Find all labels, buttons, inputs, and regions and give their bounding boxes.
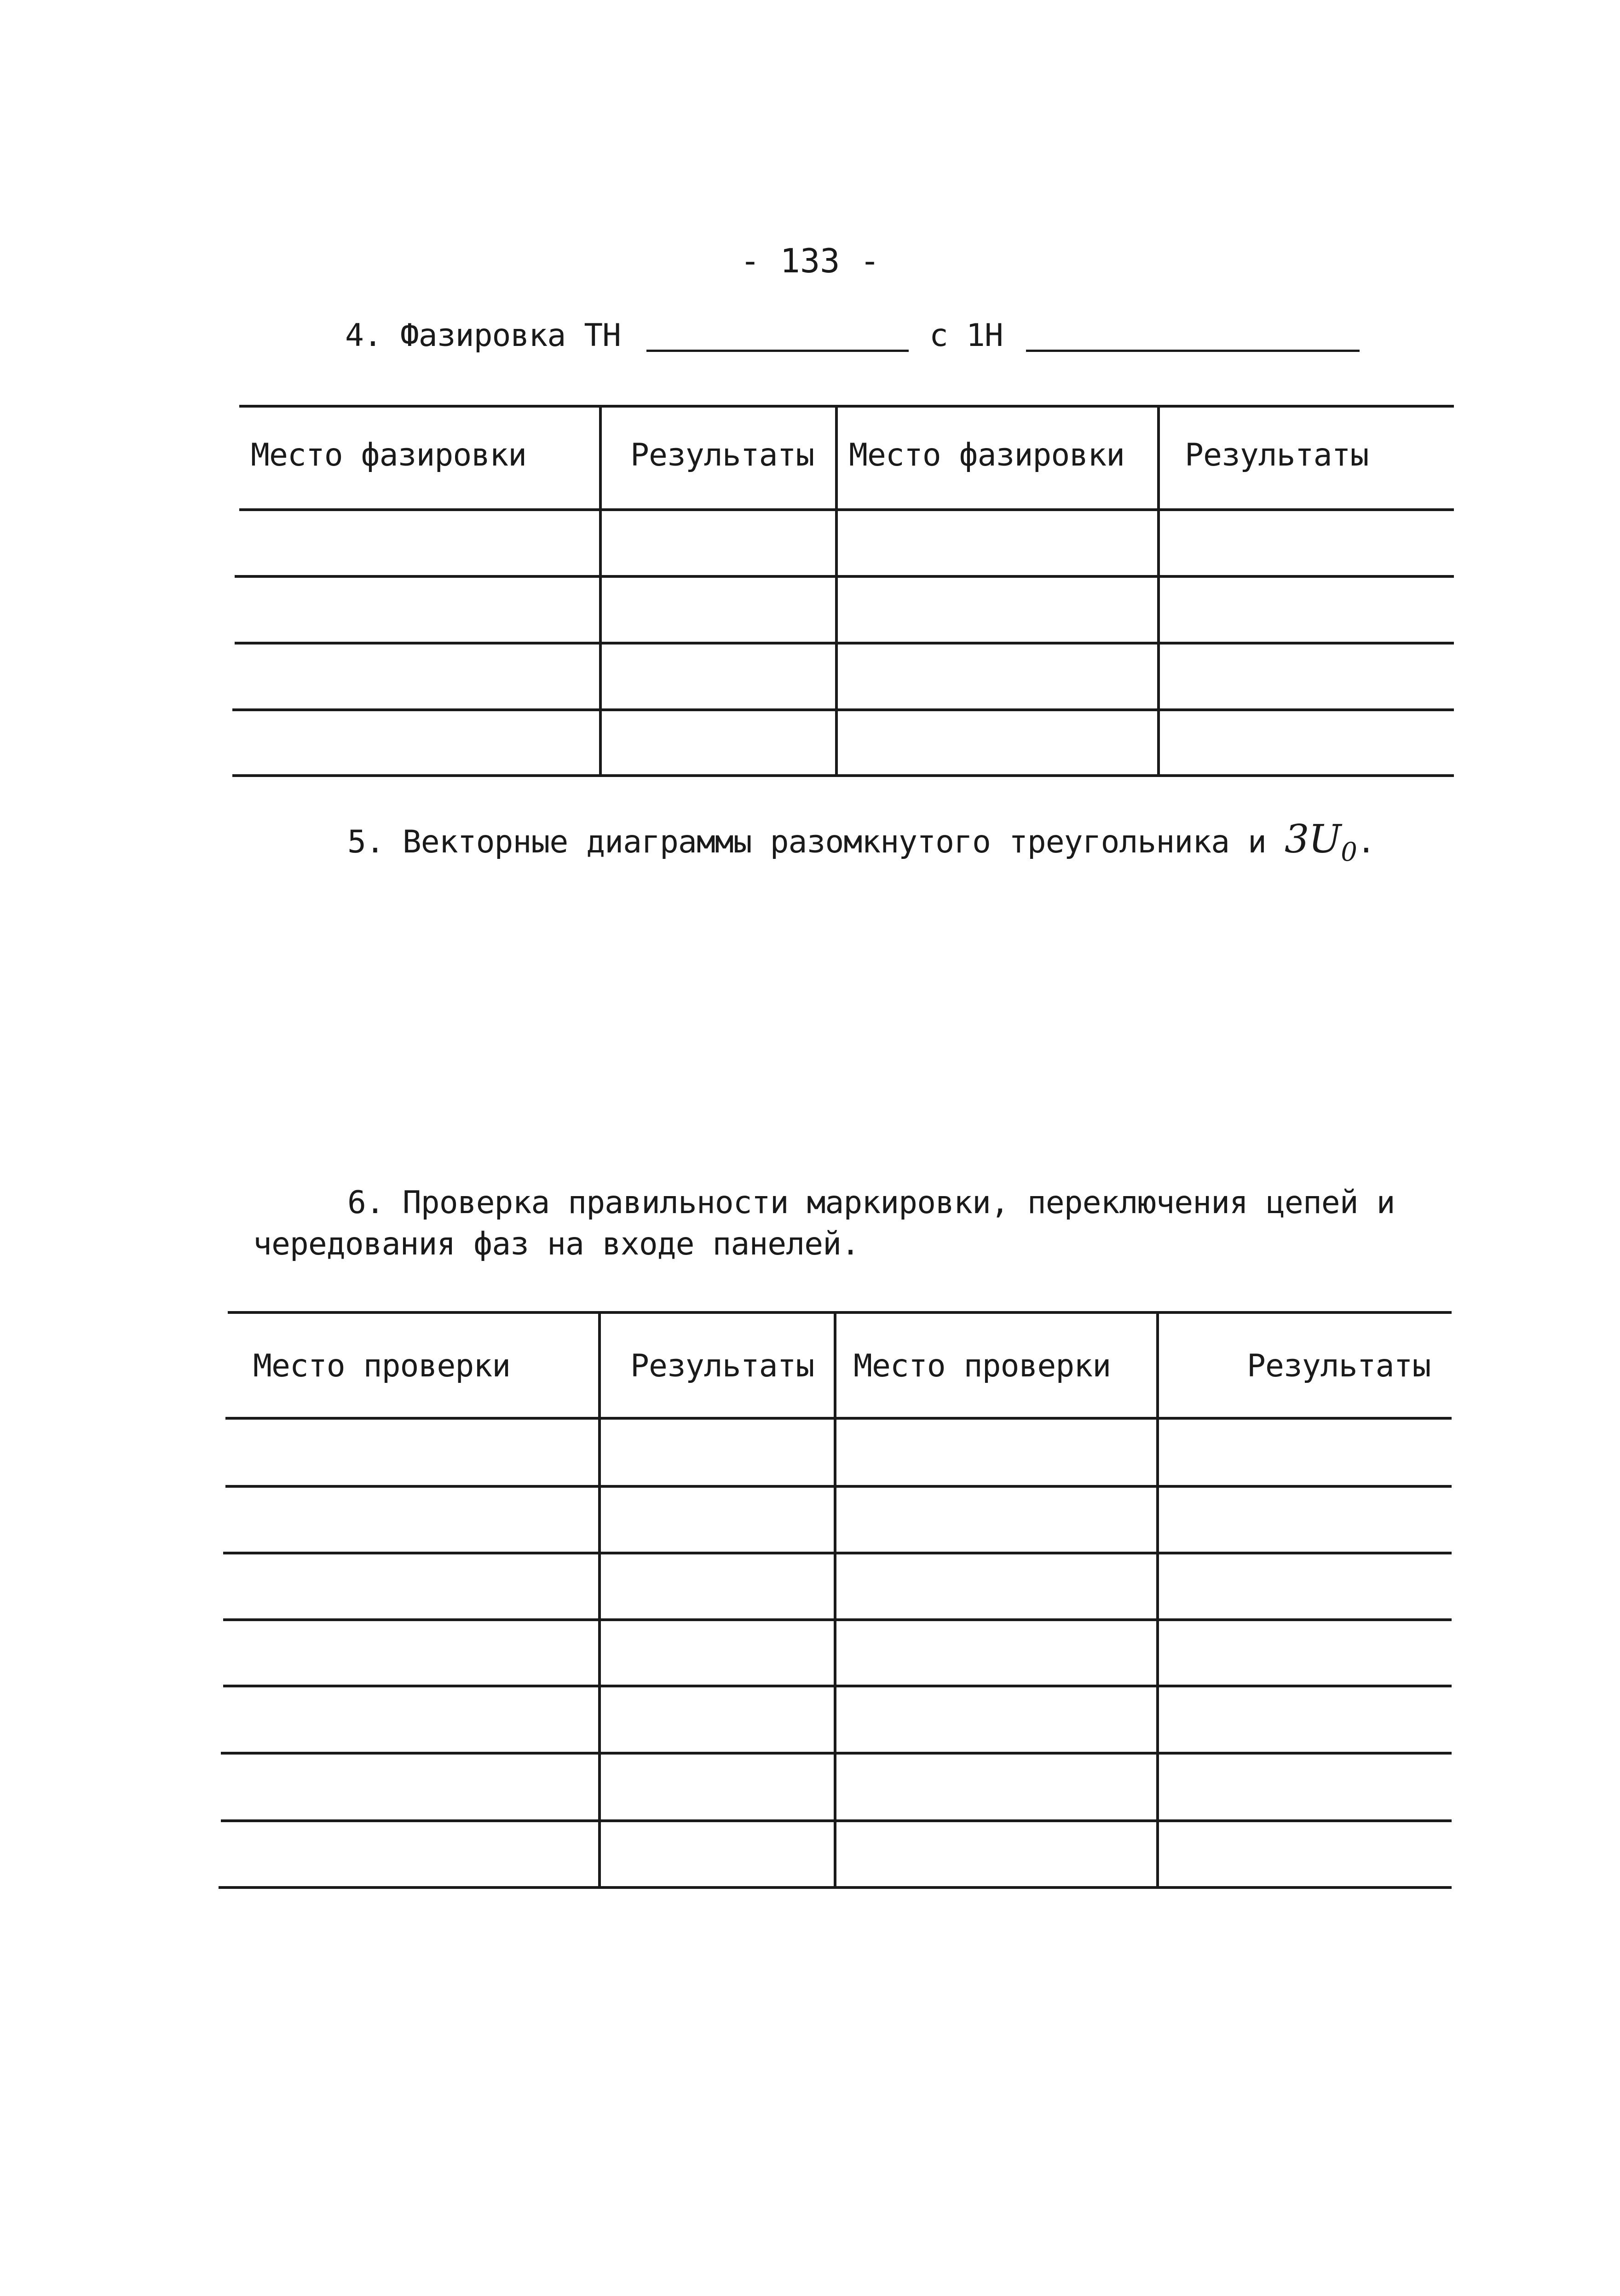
formula-main: 3U <box>1284 817 1341 862</box>
table1-column-divider <box>835 405 838 776</box>
table1-header-cell: Результаты <box>630 437 814 473</box>
section6-line1: 6. Проверка правильности маркировки, переключения цепей и <box>347 1185 1395 1221</box>
section4-middle: с 1Н <box>929 317 1003 354</box>
section5-text <box>347 817 1375 867</box>
table1-header-cell: Место фазировки <box>251 437 527 473</box>
table1-top-rule <box>239 405 1454 408</box>
section5-label: 5. Векторные диаграммы разомкнутого треугольника и <box>347 824 1266 860</box>
section4-blank-2 <box>1026 350 1360 352</box>
table2-row-rule <box>225 1485 1452 1488</box>
table2-top-rule <box>228 1311 1452 1314</box>
table1-header-rule <box>239 508 1454 511</box>
formula-end: . <box>1356 824 1375 860</box>
section4-blank-1 <box>646 350 909 352</box>
table1-header-cell: Место фазировки <box>849 437 1125 473</box>
table1-row-rule <box>235 642 1454 644</box>
table2-column-divider <box>1156 1311 1159 1887</box>
formula-subscript: 0 <box>1341 837 1357 867</box>
table2-header-cell: Место проверки <box>253 1348 511 1384</box>
table2-header-rule <box>225 1417 1452 1420</box>
table1-row-rule <box>235 575 1454 578</box>
table2-column-divider <box>834 1311 836 1887</box>
table2-header-cell: Результаты <box>630 1348 814 1384</box>
table2-header-cell: Место проверки <box>853 1348 1111 1384</box>
table2-column-divider <box>598 1311 601 1887</box>
table2-row-rule <box>223 1685 1452 1687</box>
table2-row-rule <box>223 1552 1452 1554</box>
table1-header-cell: Результаты <box>1185 437 1369 473</box>
voltage-formula <box>1284 817 1357 867</box>
table2-header-cell: Результаты <box>1247 1348 1431 1384</box>
table1-bottom-rule <box>232 774 1454 777</box>
table2-row-rule <box>223 1618 1452 1621</box>
table1-row-rule <box>232 708 1454 711</box>
table1-column-divider <box>1157 405 1160 776</box>
table1-column-divider <box>599 405 602 776</box>
section4-label: 4. Фазировка ТН <box>345 317 621 354</box>
page-number: - 133 - <box>740 242 880 280</box>
section6-line2: чередования фаз на входе панелей. <box>253 1226 860 1262</box>
